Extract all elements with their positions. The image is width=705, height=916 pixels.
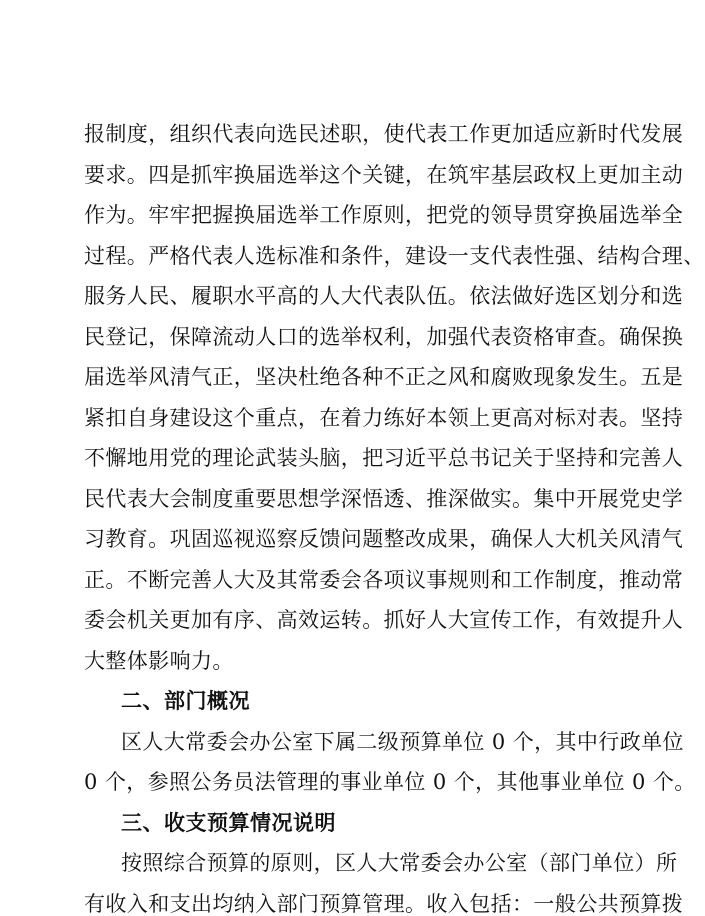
body-line: 作为。牢牢把握换届选举工作原则，把党的领导贯穿换届选举全 bbox=[84, 203, 684, 227]
section-heading-budget-explanation: 三、收支预算情况说明 bbox=[121, 811, 336, 835]
body-line: 民代表大会制度重要思想学深悟透、推深做实。集中开展党史学 bbox=[84, 487, 684, 511]
body-line: 过程。严格代表人选标准和条件，建设一支代表性强、结构合理、 bbox=[84, 244, 705, 268]
body-line: 紧扣自身建设这个重点，在着力练好本领上更高对标对表。坚持 bbox=[84, 406, 684, 430]
body-line: 民登记，保障流动人口的选举权利，加强代表资格审查。确保换 bbox=[84, 325, 684, 349]
body-line: 委会机关更加有序、高效运转。抓好人大宣传工作，有效提升人 bbox=[84, 608, 684, 632]
body-line: 区人大常委会办公室下属二级预算单位 0 个，其中行政单位 bbox=[121, 730, 684, 754]
body-line: 0 个，参照公务员法管理的事业单位 0 个，其他事业单位 0 个。 bbox=[84, 770, 696, 794]
body-line: 不懈地用党的理论武装头脑，把习近平总书记关于坚持和完善人 bbox=[84, 446, 684, 470]
body-line: 届选举风清气正，坚决杜绝各种不正之风和腐败现象发生。五是 bbox=[84, 365, 684, 389]
body-line: 要求。四是抓牢换届选举这个关键，在筑牢基层政权上更加主动 bbox=[84, 163, 684, 187]
body-line: 按照综合预算的原则，区人大常委会办公室（部门单位）所 bbox=[121, 851, 678, 875]
section-heading-department-overview: 二、部门概况 bbox=[121, 689, 250, 713]
body-line: 服务人民、履职水平高的人大代表队伍。依法做好选区划分和选 bbox=[84, 284, 684, 308]
body-line: 大整体影响力。 bbox=[84, 649, 234, 673]
body-line: 正。不断完善人大及其常委会各项议事规则和工作制度，推动常 bbox=[84, 568, 684, 592]
body-line: 有收入和支出均纳入部门预算管理。收入包括：一般公共预算拨 bbox=[84, 892, 684, 916]
body-line: 习教育。巩固巡视巡察反馈问题整改成果，确保人大机关风清气 bbox=[84, 527, 684, 551]
body-line: 报制度，组织代表向选民述职，使代表工作更加适应新时代发展 bbox=[84, 122, 684, 146]
